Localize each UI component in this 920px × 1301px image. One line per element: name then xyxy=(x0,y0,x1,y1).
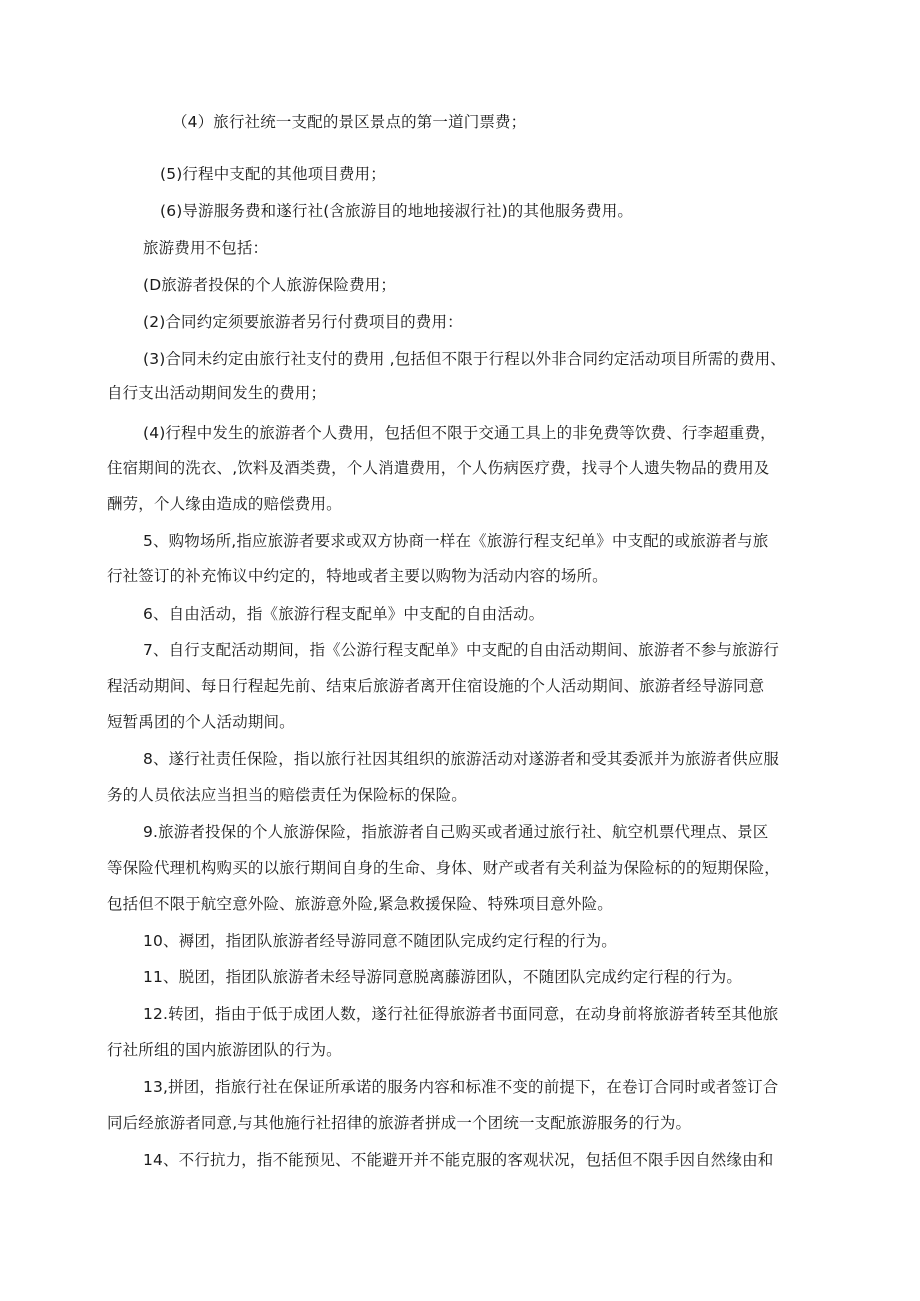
text-line: 包括但不限于航空意外险、旅游意外险,紧急救援保险、特殊项目意外险。 xyxy=(107,895,613,913)
text-line: 自行支出活动期间发生的费用； xyxy=(107,384,327,402)
text-line: 程活动期间、每日行程起先前、结束后旅游者离开住宿设施的个人活动期间、旅游者经导游同意 xyxy=(107,677,765,695)
text-line: 短暂禹团的个人活动期间。 xyxy=(107,713,295,731)
text-line: 14、不行抗力，指不能预见、不能避开并不能克服的客观状况，包括但不限手因自然缘由和 xyxy=(143,1151,774,1169)
text-line: 5、购物场所,指应旅游者要求或双方协商一样在《旅游行程支纪单》中支配的或旅游者与旅 xyxy=(143,532,769,550)
text-line: 10、褥团，指团队旅游者经导游同意不随团队完成约定行程的行为。 xyxy=(143,932,617,950)
text-line: 8、遂行社责任保险，指以旅行社因其组织的旅游活动对遂游者和受其委派并为旅游者供应服 xyxy=(143,750,780,768)
text-line: 11、脱团，指团队旅游者未经导游同意脱离藤游团队，不随团队完成约定行程的行为。 xyxy=(143,968,743,986)
text-line: (2)合同约定须要旅游者另行付费项目的费用： xyxy=(143,313,463,331)
text-line: 9.旅游者投保的个人旅游保险，指旅游者自己购买或者通过旅行社、航空机票代理点、景区 xyxy=(143,823,769,841)
text-line: 行社所组的国内旅游团队的行为。 xyxy=(107,1041,342,1059)
text-line: （4）旅行社统一支配的景区景点的第一道门票费； xyxy=(172,113,527,131)
text-line: 6、自由活动，指《旅游行程支配单》中支配的自由活动。 xyxy=(143,605,545,623)
text-line: (D旅游者投保的个人旅游保险费用； xyxy=(143,276,397,294)
text-line: 7、自行支配活动期间，指《公游行程支配单》中支配的自由活动期间、旅游者不参与旅游行 xyxy=(143,641,780,659)
text-line: 等保险代理机构购买的以旅行期间自身的生命、身体、财产或者有关利益为保险标的的短期保险， xyxy=(107,859,780,877)
text-line: 13,拼团，指旅行社在保证所承诺的服务内容和标准不变的前提下，在卷订合同时或者签订合 xyxy=(143,1078,779,1096)
text-line: (5)行程中支配的其他项目费用； xyxy=(160,165,386,183)
text-line: 行社签订的补充怖议中约定的，特地或者主要以购物为活动内容的场所。 xyxy=(107,567,608,585)
text-line: (4)行程中发生的旅游者个人费用，包括但不限于交通工具上的非免费等饮费、行李超重费， xyxy=(143,424,776,442)
text-line: (3)合同未约定由旅行社支付的费用 ,包括但不限于行程以外非合同约定活动项目所需的费用、 xyxy=(143,350,786,368)
text-line: 同后经旅游者同意,与其他施行社招律的旅游者拼成一个团统一支配旅游服务的行为。 xyxy=(107,1114,692,1132)
text-line: 12.转团，指由于低于成团人数，遂行社征得旅游者书面同意，在动身前将旅游者转至其他旅 xyxy=(143,1005,779,1023)
text-line: 住宿期间的洗衣、,饮料及酒类费，个人消遣费用，个人伤病医疗费，找寻个人遗失物品的费用及 xyxy=(107,459,770,477)
text-line: (6)导游服务费和遂行社(含旅游目的地地接淑行社)的其他服务费用。 xyxy=(160,202,634,220)
text-line: 酬劳，个人缘由造成的赔偿费用。 xyxy=(107,495,342,513)
text-line: 务的人员依法应当担当的赔偿责任为保险标的保险。 xyxy=(107,786,467,804)
text-line: 旅游费用不包括： xyxy=(143,239,269,257)
